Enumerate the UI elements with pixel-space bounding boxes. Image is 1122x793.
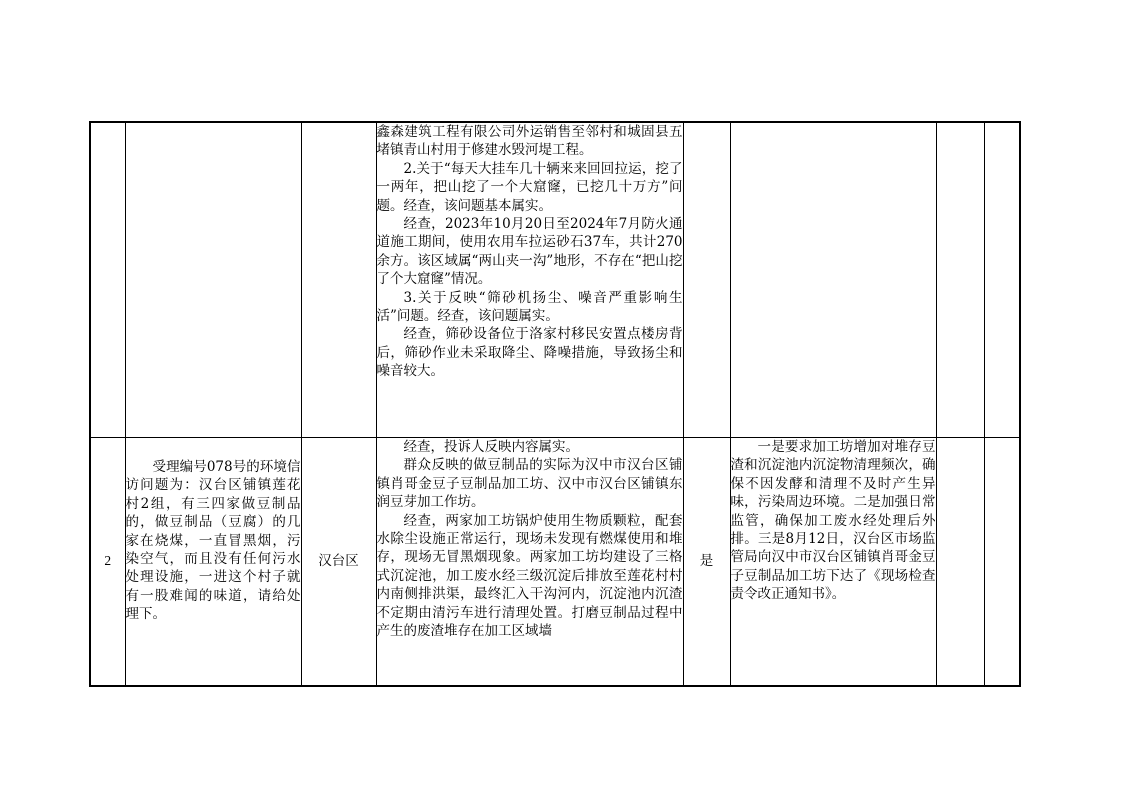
findings-paragraph: 经查，两家加工坊锅炉使用生物质颗粒，配套水除尘设施正常运行，现场未发现有燃煤使用和堆存，现场无冒黑烟现象。两家加工坊均建设了三格式沉淀池，加工废水经三级沉淀后排放至莲花村村内南侧排洪渠，最终汇入干沟河内，沉淀池内沉渣不定期由清污车进行清理处置。打磨豆制品过程中产生的废渣堆存在加工区域墙 bbox=[376, 512, 683, 640]
issue-cell: 受理编号078号的环境信访问题为：汉台区铺镇莲花村2组，有三四家做豆制品的，做豆制品（豆腐）的几家在烧煤，一直冒黑烟，污染空气，而且没有任何污水处理设施，一进这个村子就有一股难闻的味道，请给处理下。 bbox=[125, 438, 301, 687]
verified-cell bbox=[683, 122, 730, 438]
empty-cell bbox=[984, 122, 1020, 438]
findings-paragraph: 3.关于反映“筛砂机扬尘、噪音严重影响生活”问题。经查，该问题属实。 bbox=[376, 289, 683, 325]
findings-cell bbox=[376, 438, 683, 687]
empty-cell bbox=[936, 438, 984, 687]
empty-cell bbox=[984, 438, 1020, 687]
table-row bbox=[90, 438, 1020, 687]
table-row bbox=[90, 122, 1020, 438]
row-number-cell bbox=[90, 122, 125, 438]
complaint-table bbox=[89, 121, 1021, 687]
findings-paragraph: 经查，投诉人反映内容属实。 bbox=[403, 439, 579, 455]
empty-cell bbox=[936, 122, 984, 438]
handling-cell bbox=[730, 122, 936, 438]
district-cell bbox=[301, 122, 376, 438]
row-number-cell: 2 bbox=[90, 438, 125, 687]
district-cell: 汉台区 bbox=[301, 438, 376, 687]
findings-paragraph: 经查，2023年10月20日至2024年7月防火通道施工期间，使用农用车拉运砂石37车，共计270余方。该区域属“两山夹一沟”地形，不存在“把山挖了个大窟窿”情况。 bbox=[376, 216, 683, 288]
findings-paragraph: 鑫森建筑工程有限公司外运销售至邻村和城固县五堵镇青山村用于修建水毁河堤工程。 bbox=[376, 124, 683, 159]
findings-paragraph: 经查，筛砂设备位于洛家村移民安置点楼房背后，筛砂作业未采取降尘、降噪措施，导致扬尘和噪音较大。 bbox=[376, 326, 683, 380]
verified-cell: 是 bbox=[683, 438, 730, 687]
findings-paragraph: 群众反映的做豆制品的实际为汉中市汉台区铺镇肖哥金豆子豆制品加工坊、汉中市汉台区铺镇东润豆芽加工作坊。 bbox=[376, 457, 683, 511]
findings-paragraph: 2.关于“每天大挂车几十辆来来回回拉运，挖了一两年，把山挖了一个大窟窿，已挖几十万方”问题。经查，该问题基本属实。 bbox=[376, 160, 683, 214]
handling-cell: 一是要求加工坊增加对堆存豆渣和沉淀池内沉淀物清理频次，确保不因发酵和清理不及时产生异味，污染周边环境。二是加强日常监管，确保加工废水经处理后外排。三是8月12日，汉台区市场监管局向汉中市汉台区铺镇肖哥金豆子豆制品加工坊下达了《现场检查责令改正通知书》。 bbox=[730, 438, 936, 687]
findings-cell bbox=[376, 122, 683, 438]
issue-cell bbox=[125, 122, 301, 438]
